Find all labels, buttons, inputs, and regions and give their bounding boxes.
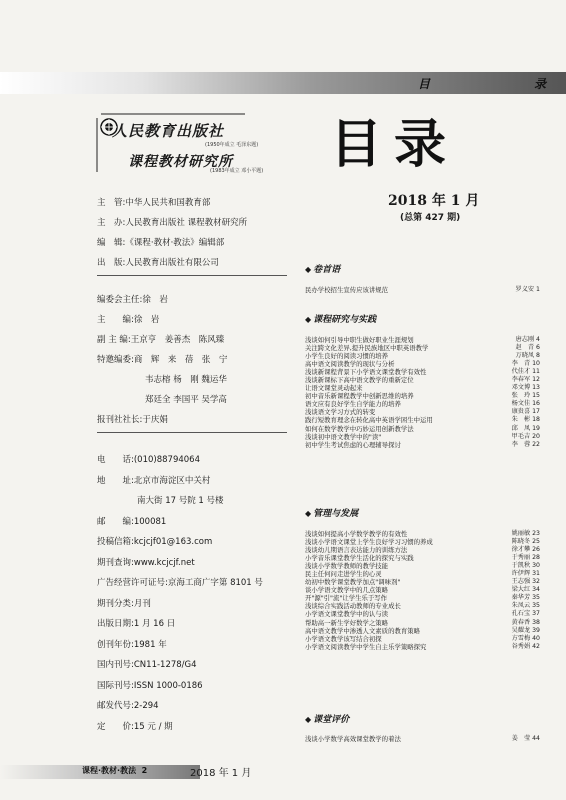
toc-item[interactable]: [305, 416, 540, 424]
toc-author-page: 罗义安 1: [515, 286, 540, 293]
toc-author-page: 赵 青 6: [515, 344, 540, 352]
toc-author-page: 李 青 10: [511, 360, 540, 368]
toc-title: 浅谈如何提高小学数学教学的有效性: [305, 530, 408, 538]
section-heading: ◆ 课程研究与实践: [305, 314, 377, 325]
toc-author-page: 谷秀娟 42: [511, 642, 540, 650]
editorial-line: 郑廷全 李国平 吴学高: [145, 395, 227, 405]
toc-item[interactable]: [305, 425, 540, 433]
editorial-line: 主 编:徐 岩: [97, 315, 160, 325]
section-heading: ◆ 课堂评价: [305, 714, 350, 725]
divider: [97, 432, 287, 433]
toc-item[interactable]: [305, 619, 540, 627]
toc-title: 谈小学语文教学中的几点策略: [305, 586, 389, 595]
issue-date: 2018 年 1 月: [388, 193, 480, 209]
toc-author-page: 方雪梅 40: [511, 634, 540, 642]
toc-author-page: 朱 彬 18: [511, 416, 540, 424]
toc-item[interactable]: [305, 433, 540, 441]
footer-journal-name: 课程·教材·教法: [82, 766, 137, 775]
editorial-line: 副 主 编:王京亨 姜善杰 陈风臻: [97, 335, 225, 345]
toc-item[interactable]: [305, 441, 540, 449]
contact-line: 投稿信箱:kcjcjf01@163.com: [97, 537, 213, 547]
toc-title: 浅谈新课标下高中语文教学的重新定位: [305, 376, 414, 385]
issue-number: (总第 427 期): [400, 213, 461, 223]
toc-title: 浅谈小学数学教师的教学技能: [305, 562, 389, 571]
publisher-note: (1950年成立 毛泽东题): [205, 142, 259, 148]
section-heading: ◆ 管理与发展: [305, 508, 359, 519]
toc-title: 民办学校招生宣传应该讲规范: [305, 286, 389, 294]
toc-item[interactable]: [305, 546, 540, 554]
toc-author-page: 于凯秋 30: [511, 562, 540, 570]
divider: [97, 275, 287, 276]
info-line: 出 版:人民教育出版社有限公司: [97, 258, 219, 268]
toc-title: 浅谈幼儿期语言表达能力的训练方法: [305, 546, 408, 555]
editorial-line: 编委会主任:徐 岩: [97, 295, 168, 305]
toc-author-page: 许伊辉 31: [511, 570, 540, 578]
toc-author-page: 康贵喜 17: [511, 408, 540, 416]
toc-title: 如何在数学教学中巧妙运用创新教学法: [305, 424, 414, 433]
contact-info: [97, 450, 263, 737]
toc-section: [305, 530, 540, 651]
institute-note: (1983年成立 邓小平题): [210, 168, 264, 174]
footer-date: 2018 年 1 月: [190, 768, 252, 779]
toc-author-page: 李 蓉 22: [511, 440, 540, 448]
toc-author-page: 梁大红 34: [511, 586, 540, 594]
toc-author-page: 吴耀龙 39: [511, 626, 540, 634]
contact-line: 国内刊号:CN11-1278/G4: [97, 660, 197, 670]
page-title: 目录: [330, 115, 459, 175]
toc-author-page: 甲毛吉 20: [511, 432, 540, 440]
toc-title: 小学生良好的阅读习惯的培养: [305, 352, 389, 361]
toc-title: 帮助高一新生学好数学之策略: [305, 618, 389, 627]
toc-item[interactable]: [305, 538, 540, 546]
contact-line: 南大街 17 号院 1 号楼: [137, 496, 224, 506]
toc-author-page: 杨文佳 16: [511, 400, 540, 408]
toc-title: 践行短教育理念在转化高中英语学困生中运用: [305, 416, 433, 425]
toc-author-page: 秦华芳 35: [511, 594, 540, 602]
contact-line: 期刊查询:www.kcjcjf.net: [97, 557, 195, 568]
toc-title: 初中音乐新课程教学中创新思维的培养: [305, 392, 414, 401]
toc-item[interactable]: [305, 344, 540, 352]
publisher-info: [97, 193, 247, 273]
contact-line: 创刊年份:1981 年: [97, 639, 167, 650]
toc-item[interactable]: [305, 360, 540, 368]
toc-author-page: 万晓凤 8: [515, 352, 540, 360]
toc-section: [305, 735, 540, 743]
contact-line: 邮发代号:2-294: [97, 701, 159, 711]
toc-title: 民主任何问走进学生的心灵: [305, 570, 382, 579]
toc-title: 小学语文课堂教学中的认与读: [305, 610, 389, 619]
toc-author-page: 徐才攀 26: [511, 546, 540, 554]
toc-author-page: 代佳才 11: [511, 368, 540, 376]
editorial-line: 报刊社社长:于庆娟: [97, 415, 168, 425]
contact-line: 出版日期:1 月 16 日: [97, 619, 176, 629]
toc-item[interactable]: [305, 286, 540, 294]
toc-author-page: 邱 凤 19: [511, 424, 540, 432]
contact-line: 电 话:(010)88794064: [97, 455, 200, 465]
section-heading-text: 课程研究与实践: [313, 315, 377, 325]
section-heading-text: 管理与发展: [313, 509, 359, 519]
toc-title: 关注跨文化差异,提升民族地区中职英语教学: [305, 344, 429, 353]
editorial-board: [97, 290, 227, 430]
toc-item[interactable]: [305, 643, 540, 651]
toc-section: [305, 336, 540, 449]
toc-author-page: 于秀丽 28: [511, 554, 540, 562]
toc-title: 初中学生考试焦虑的心理辅导探讨: [305, 440, 401, 449]
section-heading-text: 卷首语: [313, 265, 341, 275]
toc-title: 幼初中数学课堂教学加点"调味剂": [305, 578, 401, 587]
toc-item[interactable]: [305, 530, 540, 538]
toc-title: 浅谈如何引导中职生做好职业生涯规划: [305, 336, 414, 344]
toc-item[interactable]: [305, 627, 540, 635]
contact-line: 期刊分类:月刊: [97, 598, 151, 609]
info-line: 主 办:人民教育出版社 课程教材研究所: [97, 218, 248, 228]
toc-author-page: 李春军 12: [511, 376, 540, 384]
toc-author-page: 陈晓冬 25: [511, 538, 540, 546]
toc-item[interactable]: [305, 635, 540, 643]
toc-item[interactable]: [305, 554, 540, 562]
toc-title: 浅谈小学语文课堂上学生良好学习习惯的养成: [305, 538, 433, 547]
toc-author-page: 孔石宝 37: [511, 610, 540, 618]
toc-author-page: 姜 莹 44: [511, 735, 540, 742]
toc-author-page: 姚丽敏 23: [511, 530, 540, 537]
toc-title: 让语文课堂灵动起来: [305, 384, 363, 393]
contact-line: 邮 编:100081: [97, 516, 167, 527]
toc-item[interactable]: [305, 610, 540, 618]
header-char-right: 录: [534, 77, 547, 91]
toc-author-page: 朱凤云 35: [511, 602, 540, 610]
info-line: 编 辑:《课程·教材·教法》编辑部: [97, 238, 225, 248]
toc-author-page: 黄春香 38: [511, 618, 540, 626]
header-band: [0, 72, 566, 94]
toc-title: 浅谈语文学习方式的转变: [305, 408, 376, 417]
toc-title: 浅谈综合实践活动教师的专业成长: [305, 602, 401, 611]
toc-title: 小学语文教学该写结合初探: [305, 634, 382, 643]
contact-line: 定 价:15 元 / 期: [97, 721, 173, 732]
contact-line: 地 址:北京市海淀区中关村: [97, 475, 211, 486]
contact-line: 国际刊号:ISSN 1000-0186: [97, 680, 203, 691]
toc-author-page: 邓文博 13: [511, 384, 540, 392]
header-char-left: 目: [418, 77, 431, 91]
toc-title: 浅谈新课程背景下小学语文课堂教学有效性: [305, 368, 427, 377]
toc-section: [305, 286, 540, 294]
institute-name: 课程教材研究所: [128, 154, 233, 170]
toc-author-page: 唐志刚 4: [515, 336, 540, 343]
toc-title: 语文应有良好学生自学能力的培养: [305, 400, 401, 409]
info-line: 主 管:中华人民共和国教育部: [97, 198, 211, 208]
toc-item[interactable]: [305, 352, 540, 360]
section-heading-text: 课堂评价: [313, 715, 350, 725]
toc-title: 浅谈小学数学高效课堂教学的着法: [305, 735, 401, 743]
toc-title: 高中语文教学中渗透人文素质的教育策略: [305, 626, 421, 635]
footer-journal: [82, 765, 147, 776]
editorial-line: 特邀编委:商 辉 来 蓓 张 宁: [97, 355, 228, 365]
publisher-name: 人民教育出版社: [112, 122, 225, 140]
toc-title: 高中语文阅读教学的现状与分析: [305, 360, 395, 369]
contact-line: 广告经营许可证号:京海工商广字第 8101 号: [97, 578, 263, 588]
toc-title: 浅谈初中语文教学中的"读": [305, 432, 382, 441]
toc-title: 开"源"引"流"让学生乐于写作: [305, 594, 388, 603]
toc-title: 小学音乐课堂教学生活化的探究与实践: [305, 554, 414, 563]
editorial-line: 韦志榕 杨 刚 魏运华: [145, 375, 227, 385]
section-heading: ◆ 卷首语: [305, 264, 341, 275]
toc-item[interactable]: [305, 735, 540, 743]
toc-author-page: 王志强 32: [511, 578, 540, 586]
toc-item[interactable]: [305, 336, 540, 344]
footer-issue-num: 2: [141, 766, 148, 775]
toc-author-page: 张 玲 15: [511, 392, 540, 400]
toc-title: 小学语文阅读教学中学生自主乐学策略探究: [305, 642, 427, 651]
